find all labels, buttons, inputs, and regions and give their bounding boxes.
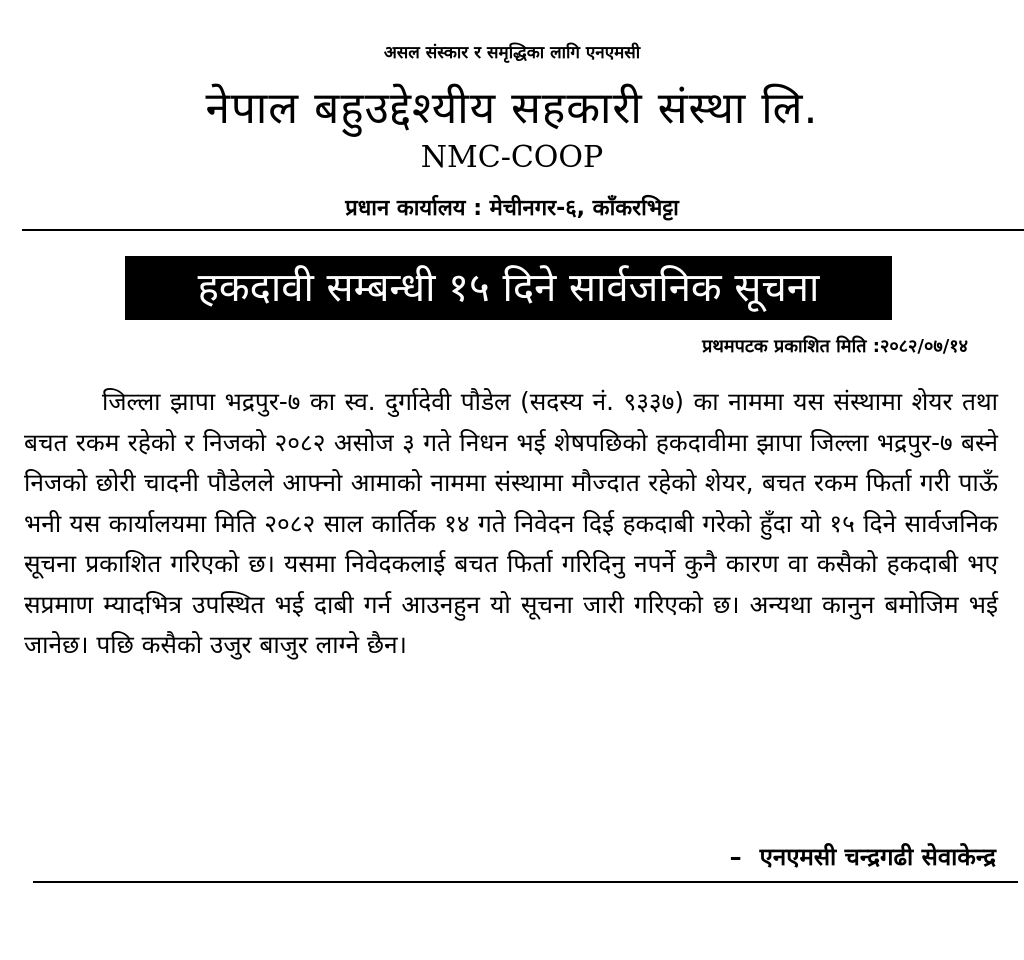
tagline: असल संस्कार र समृद्धिका लागि एनएमसी [383,43,641,63]
organization-name: नेपाल बहुउद्देश्यीय सहकारी संस्था लि. [205,83,819,134]
signature-dash: – [729,843,742,871]
head-office-address: प्रधान कार्यालय : मेचीनगर-६, काँकरभिट्टा [345,196,679,221]
signature [730,840,996,873]
signature-text: एनएमसी चन्द्रगढी सेवाकेन्द्र [759,843,996,871]
organization-abbreviation: NMC-COOP [420,140,604,175]
published-date: प्रथमपटक प्रकाशित मिति :२०८२/०७/१४ [702,336,968,357]
footer-divider [33,881,1018,883]
header-divider [22,229,1024,231]
notice-body: जिल्ला झापा भद्रपुर-७ का स्व. दुर्गादेवी पौडेल (सदस्य नं. ९३३७) का नाममा यस संस्थामा शेयर तथा बचत रकम रहेको र निजको २०८२ असोज ३ गते निधन भई शेषपछिको हकदावीमा झापा जिल्ला भद्रपुर-७ बस्ने निजको छोरी चादनी पौडेलले आफ्नो आमाको नाममा संस्थामा मौज्दात रहेको शेयर, बचत रकम फिर्ता गरी पाऊँ भनी यस कार्यालयमा मिति २०८२ साल कार्तिक १४ गते निवेदन दिई हकदाबी गरेको हुँदा यो १५ दिने सार्वजनिक सूचना प्रकाशित गरिएको छ। यसमा निवेदकलाई बचत फिर्ता गरिदिनु नपर्ने कुनै कारण वा कसैको हकदाबी भए सप्रमाण म्यादभित्र उपस्थित भई दाबी गर्न आउनहुन यो सूचना जारी गरिएको छ। अन्यथा कानुन बमोजिम भई जानेछ। पछि कसैको उजुर बाजुर लाग्ने छैन। [24,387,998,659]
notice-title: हकदावी सम्बन्धी १५ दिने सार्वजनिक सूचना [125,256,892,320]
